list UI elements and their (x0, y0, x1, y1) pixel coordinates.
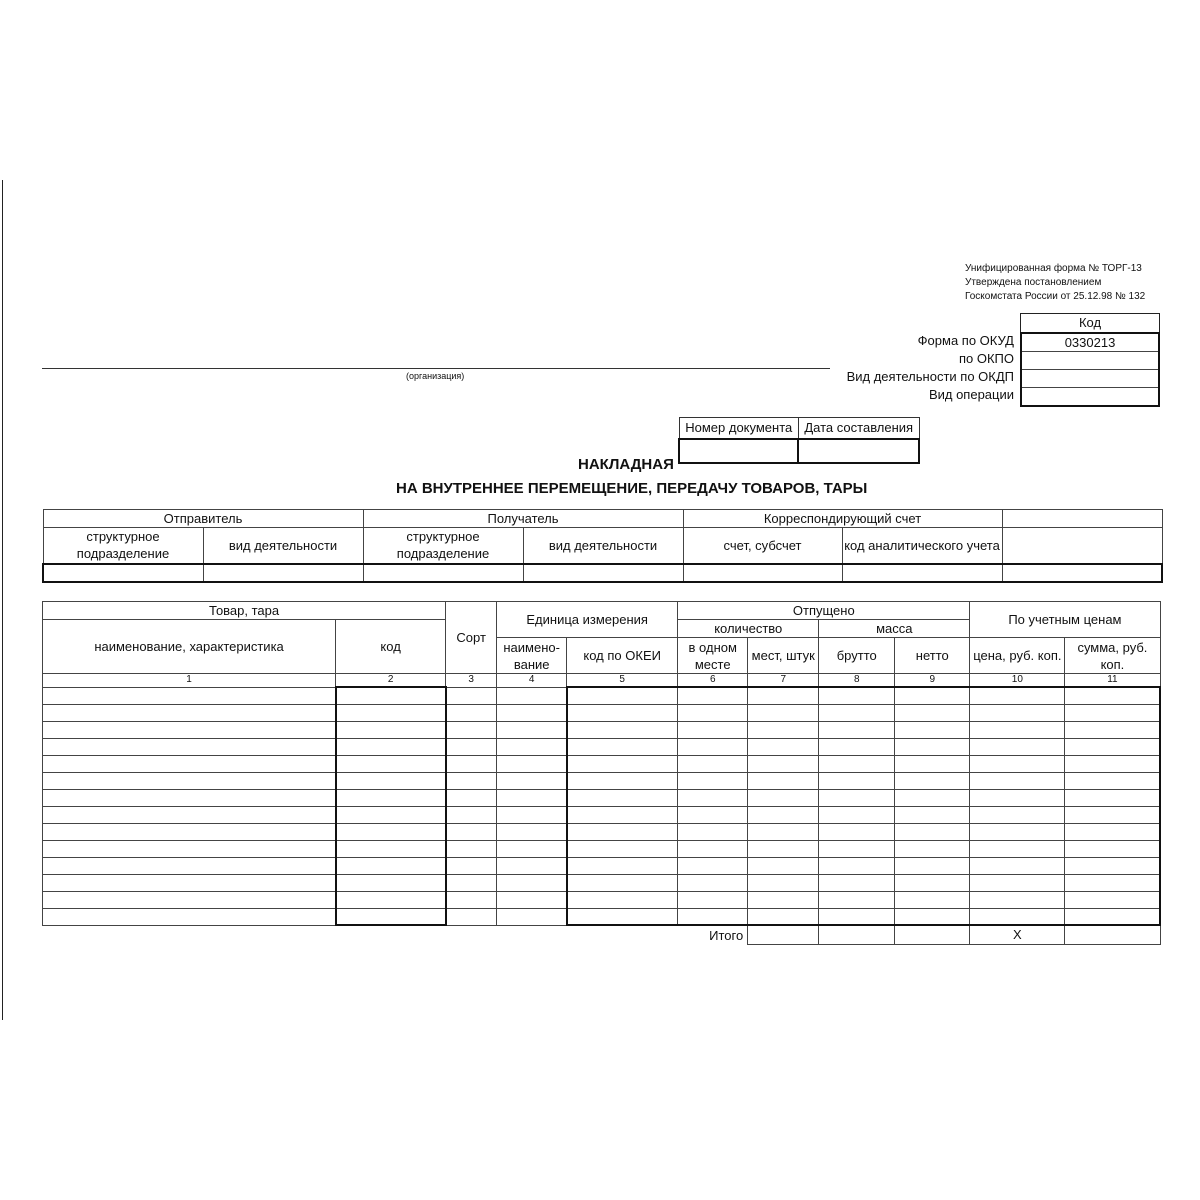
sender-struct-label: структурное подразделение (43, 528, 203, 564)
goods-cell[interactable] (819, 857, 895, 874)
goods-cell[interactable] (1065, 789, 1160, 806)
goods-cell[interactable] (819, 772, 895, 789)
column-number: 7 (748, 674, 819, 688)
goods-cell[interactable] (567, 687, 678, 704)
extra-field[interactable] (1002, 564, 1162, 582)
goods-cell[interactable] (497, 891, 567, 908)
doc-number-field[interactable] (679, 439, 798, 463)
goods-cell[interactable] (970, 823, 1065, 840)
goods-cell[interactable] (567, 704, 678, 721)
goods-cell[interactable] (678, 755, 748, 772)
goods-cell[interactable] (497, 823, 567, 840)
goods-cell[interactable] (43, 874, 336, 891)
goods-cell[interactable] (1065, 721, 1160, 738)
one-place-header: в одном месте (678, 638, 748, 674)
goods-cell[interactable] (336, 704, 446, 721)
total-cell[interactable] (748, 925, 819, 944)
goods-cell[interactable] (446, 704, 497, 721)
goods-cell[interactable] (1065, 755, 1160, 772)
sender-struct-field[interactable] (43, 564, 203, 582)
goods-cell[interactable] (819, 789, 895, 806)
goods-cell[interactable] (970, 908, 1065, 925)
goods-row (43, 755, 1161, 772)
goods-cell[interactable] (567, 823, 678, 840)
goods-cell[interactable] (819, 687, 895, 704)
goods-cell[interactable] (895, 908, 970, 925)
goods-cell[interactable] (678, 857, 748, 874)
form-approval-note (965, 262, 1145, 304)
goods-cell[interactable] (748, 772, 819, 789)
column-number: 2 (336, 674, 446, 688)
total-cell[interactable] (819, 925, 895, 944)
column-number: 9 (895, 674, 970, 688)
sort-header: Сорт (446, 602, 497, 674)
goods-cell[interactable] (43, 806, 336, 823)
gross-header: брутто (819, 638, 895, 674)
form-note-line: Утверждена постановлением (965, 277, 1102, 288)
account-field[interactable] (683, 564, 842, 582)
goods-cell[interactable] (336, 823, 446, 840)
prices-header: По учетным ценам (970, 602, 1160, 638)
goods-name-header: наименование, характеристика (43, 620, 336, 674)
code-header: Код (1020, 313, 1160, 332)
goods-cell[interactable] (567, 755, 678, 772)
goods-cell[interactable] (1065, 738, 1160, 755)
goods-cell[interactable] (748, 687, 819, 704)
okud-label: Форма по ОКУД (917, 333, 1014, 348)
goods-row (43, 823, 1161, 840)
goods-cell[interactable] (497, 755, 567, 772)
goods-cell[interactable] (446, 738, 497, 755)
goods-cell[interactable] (819, 874, 895, 891)
goods-cell[interactable] (678, 704, 748, 721)
goods-cell[interactable] (970, 704, 1065, 721)
okdp-label: Вид деятельности по ОКДП (846, 369, 1014, 384)
goods-cell[interactable] (895, 721, 970, 738)
goods-row (43, 721, 1161, 738)
goods-cell[interactable] (43, 738, 336, 755)
goods-tara-header: Товар, тара (43, 602, 446, 620)
goods-cell[interactable] (678, 840, 748, 857)
goods-cell[interactable] (678, 806, 748, 823)
analytic-label: код аналитического учета (842, 528, 1002, 564)
goods-cell[interactable] (1065, 823, 1160, 840)
okei-header: код по ОКЕИ (567, 638, 678, 674)
goods-cell[interactable] (819, 704, 895, 721)
goods-cell[interactable] (446, 755, 497, 772)
goods-cell[interactable] (748, 823, 819, 840)
goods-cell[interactable] (895, 738, 970, 755)
goods-cell[interactable] (497, 806, 567, 823)
operation-field[interactable] (1022, 388, 1158, 405)
goods-cell[interactable] (336, 891, 446, 908)
goods-cell[interactable] (819, 840, 895, 857)
goods-cell[interactable] (895, 857, 970, 874)
goods-cell[interactable] (336, 857, 446, 874)
doc-date-label: Дата составления (798, 418, 919, 440)
goods-cell[interactable] (970, 874, 1065, 891)
goods-cell[interactable] (970, 755, 1065, 772)
goods-cell[interactable] (446, 891, 497, 908)
goods-cell[interactable] (567, 789, 678, 806)
total-label: Итого (709, 927, 744, 943)
goods-row (43, 772, 1161, 789)
goods-cell[interactable] (895, 704, 970, 721)
empty-header (1002, 510, 1162, 528)
goods-cell[interactable] (748, 721, 819, 738)
goods-cell[interactable] (446, 687, 497, 704)
goods-cell[interactable] (819, 738, 895, 755)
goods-cell[interactable] (497, 789, 567, 806)
okpo-field[interactable] (1022, 352, 1158, 370)
okpo-label: по ОКПО (958, 351, 1014, 366)
goods-cell[interactable] (678, 789, 748, 806)
operation-label: Вид операции (928, 387, 1014, 402)
goods-cell[interactable] (748, 806, 819, 823)
sum-header: сумма, руб. коп. (1065, 638, 1160, 674)
goods-cell[interactable] (497, 908, 567, 925)
goods-cell[interactable] (1065, 687, 1160, 704)
goods-cell[interactable] (1065, 908, 1160, 925)
goods-table (42, 601, 1161, 945)
column-number: 1 (43, 674, 336, 688)
okud-field[interactable]: 0330213 (1022, 334, 1158, 352)
goods-cell[interactable] (970, 721, 1065, 738)
sender-header: Отправитель (43, 510, 363, 528)
account-label: счет, субсчет (683, 528, 842, 564)
goods-cell[interactable] (819, 823, 895, 840)
goods-cell[interactable] (43, 704, 336, 721)
organization-label: (организация) (406, 371, 465, 381)
goods-cell[interactable] (748, 908, 819, 925)
total-row (43, 925, 1161, 944)
goods-cell[interactable] (1065, 704, 1160, 721)
empty-label (1002, 528, 1162, 564)
unit-header: Единица измерения (497, 602, 678, 638)
goods-cell[interactable] (895, 891, 970, 908)
goods-cell[interactable] (497, 687, 567, 704)
goods-cell[interactable] (970, 789, 1065, 806)
document-title: НАКЛАДНАЯ (578, 456, 674, 473)
goods-cell[interactable] (43, 891, 336, 908)
goods-cell[interactable] (895, 687, 970, 704)
doc-date-field[interactable] (798, 439, 919, 463)
goods-cell[interactable] (678, 772, 748, 789)
code-labels (847, 332, 1014, 404)
goods-cell[interactable] (895, 755, 970, 772)
goods-cell[interactable] (1065, 891, 1160, 908)
form-note-line: Унифицированная форма № ТОРГ-13 (965, 263, 1142, 274)
goods-cell[interactable] (43, 789, 336, 806)
goods-cell[interactable] (895, 772, 970, 789)
analytic-field[interactable] (842, 564, 1002, 582)
goods-cell[interactable] (567, 806, 678, 823)
goods-cell[interactable] (336, 738, 446, 755)
goods-cell[interactable] (43, 772, 336, 789)
sender-activity-field[interactable] (203, 564, 363, 582)
goods-cell[interactable] (748, 738, 819, 755)
goods-cell[interactable] (678, 823, 748, 840)
goods-cell[interactable] (819, 806, 895, 823)
total-cell[interactable] (1065, 925, 1160, 944)
goods-cell[interactable] (446, 857, 497, 874)
goods-cell[interactable] (970, 772, 1065, 789)
goods-cell[interactable] (43, 908, 336, 925)
goods-cell[interactable] (446, 874, 497, 891)
quantity-header: количество (678, 620, 819, 638)
goods-cell[interactable] (497, 721, 567, 738)
goods-cell[interactable] (446, 823, 497, 840)
goods-cell[interactable] (43, 823, 336, 840)
net-header: нетто (895, 638, 970, 674)
goods-cell[interactable] (497, 857, 567, 874)
parties-table (42, 509, 1163, 583)
goods-cell[interactable] (336, 806, 446, 823)
goods-cell[interactable] (446, 806, 497, 823)
goods-cell[interactable] (1065, 857, 1160, 874)
goods-cell[interactable] (970, 891, 1065, 908)
goods-cell[interactable] (819, 908, 895, 925)
goods-cell[interactable] (336, 687, 446, 704)
goods-cell[interactable] (43, 687, 336, 704)
receiver-struct-field[interactable] (363, 564, 523, 582)
mass-header: масса (819, 620, 970, 638)
goods-cell[interactable] (567, 857, 678, 874)
goods-cell[interactable] (970, 806, 1065, 823)
goods-cell[interactable] (895, 789, 970, 806)
document-number-box (678, 417, 920, 464)
page-left-border (2, 180, 3, 1020)
goods-cell[interactable] (678, 687, 748, 704)
column-number: 10 (970, 674, 1065, 688)
goods-cell[interactable] (497, 772, 567, 789)
goods-cell[interactable] (336, 755, 446, 772)
goods-cell[interactable] (678, 874, 748, 891)
goods-cell[interactable] (819, 891, 895, 908)
goods-cell[interactable] (336, 789, 446, 806)
goods-cell[interactable] (748, 840, 819, 857)
goods-row (43, 874, 1161, 891)
goods-cell[interactable] (678, 721, 748, 738)
goods-cell[interactable] (748, 789, 819, 806)
sender-activity-label: вид деятельности (203, 528, 363, 564)
goods-cell[interactable] (497, 704, 567, 721)
goods-cell[interactable] (446, 840, 497, 857)
goods-cell[interactable] (678, 891, 748, 908)
column-number: 5 (567, 674, 678, 688)
goods-cell[interactable] (819, 721, 895, 738)
goods-cell[interactable] (567, 874, 678, 891)
receiver-activity-label: вид деятельности (523, 528, 683, 564)
price-header: цена, руб. коп. (970, 638, 1065, 674)
goods-cell[interactable] (748, 857, 819, 874)
goods-row (43, 891, 1161, 908)
column-number: 6 (678, 674, 748, 688)
goods-cell[interactable] (748, 891, 819, 908)
okdp-field[interactable] (1022, 370, 1158, 388)
code-box (1020, 313, 1160, 407)
goods-cell[interactable] (497, 738, 567, 755)
goods-row (43, 738, 1161, 755)
receiver-activity-field[interactable] (523, 564, 683, 582)
goods-row (43, 840, 1161, 857)
goods-cell[interactable] (895, 823, 970, 840)
goods-row (43, 857, 1161, 874)
goods-cell[interactable] (970, 840, 1065, 857)
corr-account-header: Корреспондирующий счет (683, 510, 1002, 528)
goods-cell[interactable] (1065, 874, 1160, 891)
column-number: 8 (819, 674, 895, 688)
goods-cell[interactable] (748, 704, 819, 721)
receiver-header: Получатель (363, 510, 683, 528)
column-number: 3 (446, 674, 497, 688)
goods-row (43, 908, 1161, 925)
goods-cell[interactable] (748, 874, 819, 891)
goods-row (43, 806, 1161, 823)
goods-cell[interactable] (446, 789, 497, 806)
receiver-struct-label: структурное подразделение (363, 528, 523, 564)
goods-code-header: код (336, 620, 446, 674)
goods-cell[interactable] (895, 874, 970, 891)
goods-cell[interactable] (497, 840, 567, 857)
goods-cell[interactable] (678, 908, 748, 925)
goods-cell[interactable] (970, 687, 1065, 704)
goods-row (43, 789, 1161, 806)
goods-cell[interactable] (895, 806, 970, 823)
goods-cell[interactable] (819, 755, 895, 772)
goods-cell[interactable] (336, 874, 446, 891)
goods-cell[interactable] (567, 721, 678, 738)
unit-name-header: наимено-вание (497, 638, 567, 674)
places-header: мест, штук (748, 638, 819, 674)
organization-line[interactable] (42, 368, 830, 369)
goods-cell[interactable] (336, 721, 446, 738)
goods-cell[interactable] (336, 908, 446, 925)
goods-cell[interactable] (446, 721, 497, 738)
goods-cell[interactable] (1065, 806, 1160, 823)
total-cell[interactable] (895, 925, 970, 944)
goods-row (43, 704, 1161, 721)
doc-number-label: Номер документа (679, 418, 798, 440)
goods-cell[interactable] (567, 738, 678, 755)
goods-cell[interactable] (43, 840, 336, 857)
goods-cell[interactable] (497, 874, 567, 891)
column-number: 4 (497, 674, 567, 688)
form-note-line: Госкомстата России от 25.12.98 № 132 (965, 291, 1146, 302)
document-subtitle: НА ВНУТРЕННЕЕ ПЕРЕМЕЩЕНИЕ, ПЕРЕДАЧУ ТОВАРОВ, ТАРЫ (396, 480, 868, 497)
goods-cell[interactable] (895, 840, 970, 857)
goods-cell[interactable] (1065, 772, 1160, 789)
goods-cell[interactable] (43, 857, 336, 874)
goods-cell[interactable] (678, 738, 748, 755)
goods-cell[interactable] (43, 721, 336, 738)
goods-cell[interactable] (567, 840, 678, 857)
goods-cell[interactable] (970, 738, 1065, 755)
goods-cell[interactable] (446, 908, 497, 925)
column-number: 11 (1065, 674, 1160, 688)
total-price-x: X (970, 925, 1065, 944)
goods-cell[interactable] (567, 908, 678, 925)
goods-cell[interactable] (567, 772, 678, 789)
goods-cell[interactable] (748, 755, 819, 772)
goods-cell[interactable] (1065, 840, 1160, 857)
goods-cell[interactable] (336, 772, 446, 789)
goods-cell[interactable] (336, 840, 446, 857)
goods-cell[interactable] (970, 857, 1065, 874)
released-header: Отпущено (678, 602, 970, 620)
goods-row (43, 687, 1161, 704)
goods-cell[interactable] (446, 772, 497, 789)
goods-cell[interactable] (43, 755, 336, 772)
goods-cell[interactable] (567, 891, 678, 908)
